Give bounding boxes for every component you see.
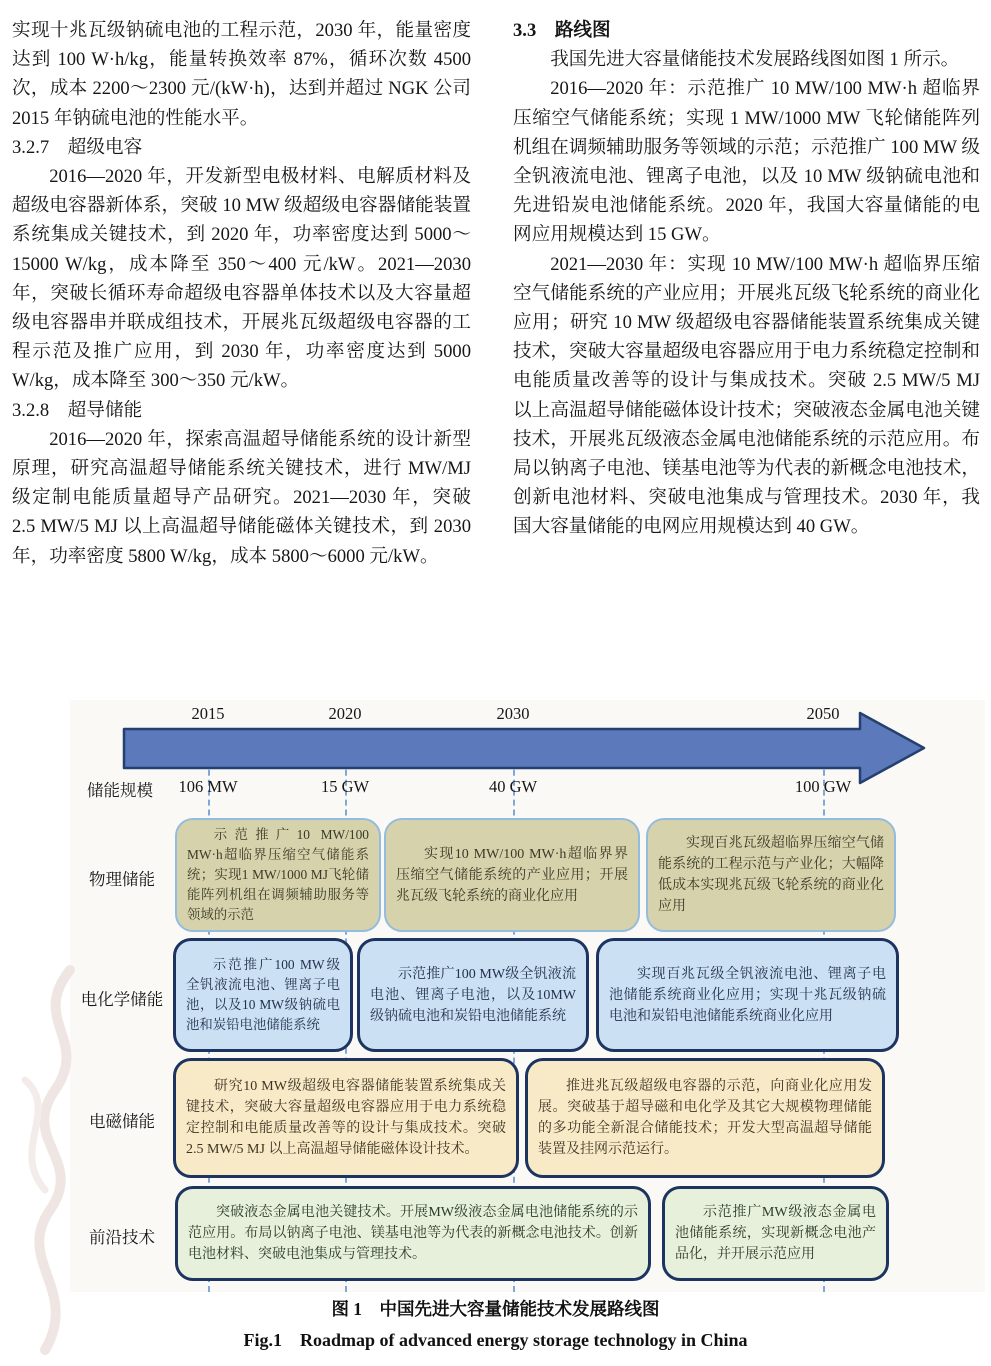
year-label-2020: 2020 <box>328 704 362 723</box>
roadmap-box-physical-2020: 实现10 MW/100 MW·h超临界界压缩空气储能系统的产业应用；开展兆瓦级飞轮系统的商业化应用 <box>384 818 640 932</box>
roadmap-box-frontier-2030: 示范推广MW级液态金属电池储能系统，实现新概念电池产品化，并开展示范应用 <box>662 1186 889 1281</box>
section-heading-3-2-8: 3.2.8 超导储能 <box>12 399 143 421</box>
row-label-electromagnetic: 电磁储能 <box>89 1112 155 1131</box>
scale-axis-label: 储能规模 <box>87 781 153 800</box>
scale-value-2050: 100 GW <box>794 777 852 796</box>
left-column <box>12 16 471 571</box>
roadmap-box-electromagnetic-2030: 推进兆瓦级超级电容器的示范，向商业化应用发展。突破基于超导磁和电化学及其它大规模物理储能的多功能全新混合储能技术；开发大型高温超导储能装置及挂网示范运行。 <box>525 1058 885 1178</box>
year-label-2050: 2050 <box>806 704 840 723</box>
roadmap-box-electromagnetic-2015: 研究10 MW级超级电容器储能装置系统集成关键技术，突破大容量超级电容器应用于电力系统稳定控制和电能质量改善等的设计与集成技术。突破2.5 MW/5 MJ 以上高温超导储能磁体设计技术。 <box>173 1058 519 1178</box>
paragraph-2016-2020: 2016—2020 年：示范推广 10 MW/100 MW·h 超临界压缩空气储能系统；实现 1 MW/1000 MW 飞轮储能阵列机组在调频辅助服务等领域的示范；示范推广 100 MW 级全钒液流电池、锂离子电池，以及 10 MW 级钠硫电池和先进铅炭电池储能系统。2020 年，我国大容量储能的电网应用规模达到 15 GW。 <box>513 78 980 246</box>
figure-caption-zh: 图 1 中国先进大容量储能技术发展路线图 <box>331 1299 660 1319</box>
roadmap-box-frontier-2015: 突破液态金属电池关键技术。开展MW级液态金属电池储能系统的示范应用。布局以钠离子电池、镁基电池等为代表的新概念电池技术。创新电池材料、突破电池集成与管理技术。 <box>175 1186 651 1281</box>
figure-caption-en: Fig.1 Roadmap of advanced energy storage technology in China <box>243 1330 748 1350</box>
roadmap-box-physical-2030: 实现百兆瓦级超临界压缩空气储能系统的工程示范与产业化；大幅降低成本实现兆瓦级飞轮系统的商业化应用 <box>646 818 896 932</box>
paragraph-roadmap-intro: 我国先进大容量储能技术发展路线图如图 1 所示。 <box>550 49 960 71</box>
section-heading-3-2-7: 3.2.7 超级电容 <box>12 136 143 158</box>
section-heading-3-3: 3.3 路线图 <box>513 20 611 41</box>
scale-value-2015: 106 MW <box>178 777 238 796</box>
roadmap-box-electrochemical-2015: 示范推广100 MW级全钒液流电池、锂离子电池，以及10 MW级钠硫电池和炭铅电池储能系统 <box>173 938 353 1052</box>
roadmap-box-electrochemical-2030: 实现百兆瓦级全钒液流电池、锂离子电池储能系统商业化应用；实现十兆瓦级钠硫电池和炭铅电池储能系统商业化应用 <box>596 938 899 1052</box>
paragraph-sodium-sulfur-goals: 实现十兆瓦级钠硫电池的工程示范，2030 年，能量密度达到 100 W·h/kg，能量转换效率 87%，循环次数 4500 次，成本 2200～2300 元/(kW·h)，达到并超过 NGK 公司 2015 年钠硫电池的性能水平。 <box>12 20 471 129</box>
scale-value-2020: 15 GW <box>320 777 370 796</box>
paragraph-2021-2030: 2021—2030 年：实现 10 MW/100 MW·h 超临界压缩空气储能系统的产业应用；开展兆瓦级飞轮系统的商业化应用；研究 10 MW 级超级电容器储能装置系统集成关键技术，突破大容量超级电容器应用于电力系统稳定控制和电能质量改善等的设计与集成技术。突破 2.5 MW/5 MJ 以上高温超导储能磁体设计技术；突破液态金属电池关键技术，开展兆瓦级液态金属电池储能系统的示范应用。布局以钠离子电池、镁基电池等为代表的新概念电池技术，创新电池材料、突破电池集成与管理技术。2030 年，我国大容量储能的电网应用规模达到 40 GW。 <box>513 253 980 538</box>
roadmap-box-electrochemical-2020: 示范推广100 MW级全钒液流电池、锂离子电池，以及10MW级钠硫电池和炭铅电池储能系统 <box>357 938 589 1052</box>
scale-value-2030: 40 GW <box>488 777 538 796</box>
right-column <box>513 16 980 542</box>
row-label-physical: 物理储能 <box>89 870 155 889</box>
roadmap-box-physical-2015: 示范推广10 MW/100 MW·h超临界压缩空气储能系统；实现1 MW/1000 MJ飞轮储能阵列机组在调频辅助服务等领域的示范 <box>175 818 381 932</box>
year-label-2030: 2030 <box>496 704 530 723</box>
row-label-frontier: 前沿技术 <box>89 1228 155 1247</box>
year-label-2015: 2015 <box>191 704 225 723</box>
paragraph-superconducting: 2016—2020 年，探索高温超导储能系统的设计新型原理，研究高温超导储能系统关键技术，进行 MW/MJ 级定制电能质量超导产品研究。2021—2030 年，突破 2.5 MW/5 MJ 以上高温超导储能磁体关键技术，到 2030 年，功率密度 5800 W/kg，成本 5800～6000 元/kW。 <box>12 428 471 567</box>
paragraph-supercapacitor: 2016—2020 年，开发新型电极材料、电解质材料及超级电容器新体系，突破 10 MW 级超级电容器储能装置系统集成关键技术，到 2020 年，功率密度达到 5000～15000 W/kg，成本降至 350～400 元/kW。2021—2030 年，突破长循环寿命超级电容器单体技术以及大容量超级电容器串并联成组技术，开展兆瓦级超级电容器的工程示范及推广应用，到 2030 年，功率密度达到 5000 W/kg，成本降至 300～350 元/kW。 <box>12 166 471 392</box>
row-label-electrochemical: 电化学储能 <box>80 990 164 1009</box>
